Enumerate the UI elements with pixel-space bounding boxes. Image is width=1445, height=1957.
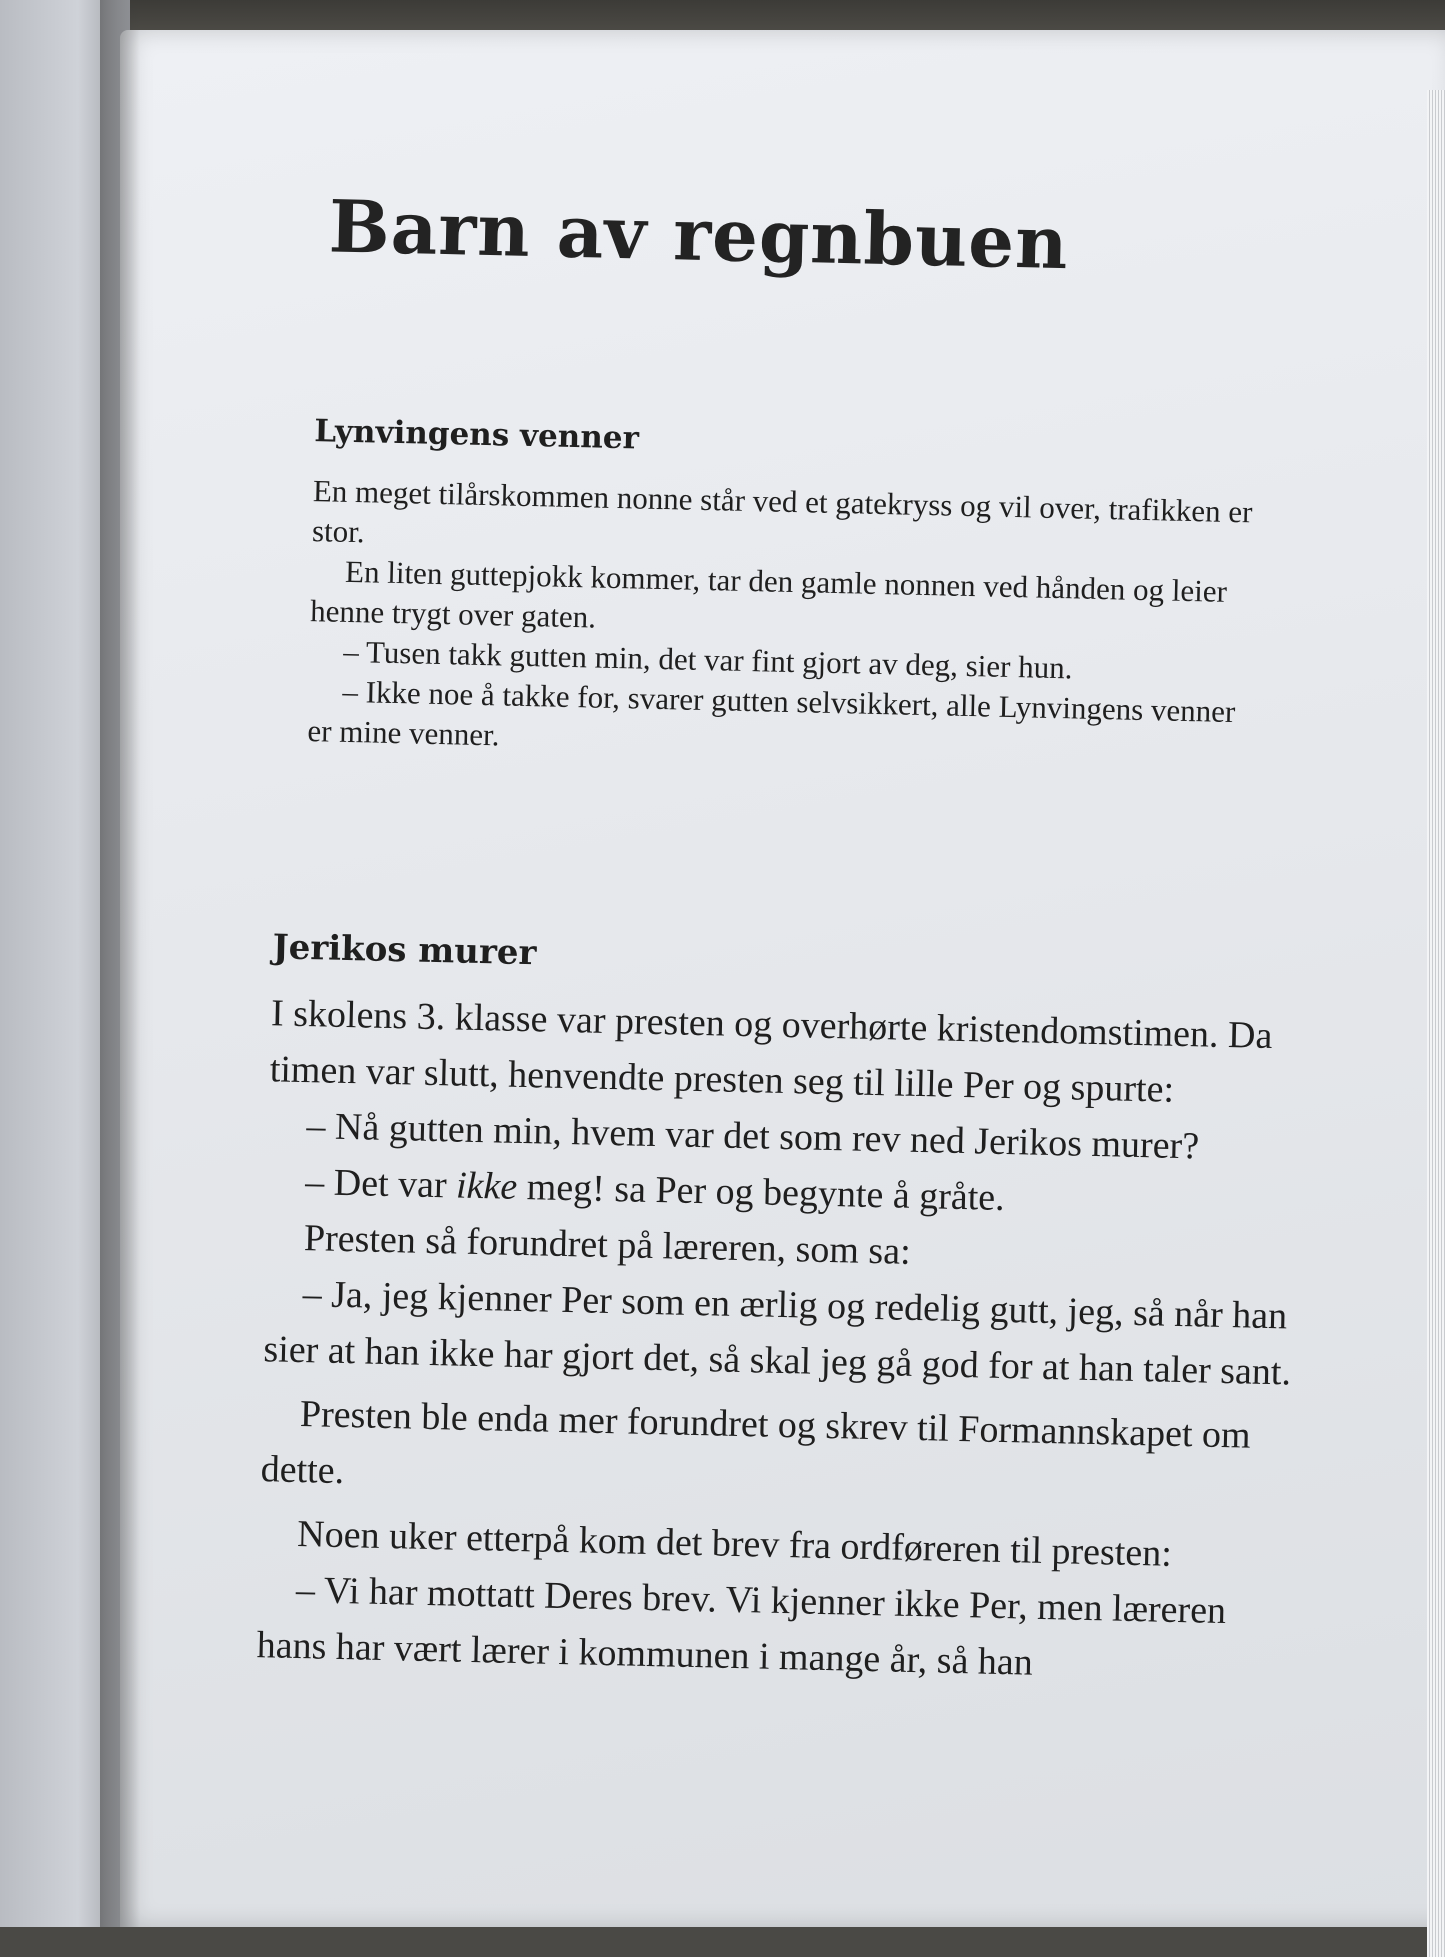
paragraph: En meget tilårskommen nonne står ved et gatekryss og vil over, trafikken er stor. [311,473,1253,550]
story-title: Lynvingens venner [313,413,640,457]
paragraph: I skolens 3. klasse var presten og overhørte kristendomstimen. Da timen var slutt, henvendte presten seg til lille Per og spurte: [269,992,1273,1111]
dialogue-line: – Nå gutten min, hvem var det som rev ned Jerikos murer? [306,1105,1200,1168]
chapter-title: Barn av regnbuen [328,183,1070,286]
paragraph: En liten guttepjokk kommer, tar den gamle nonnen ved hånden og leier henne trygt over gaten. [309,553,1228,635]
story-lynvingens-venner [307,413,1254,772]
story-title: Jerikos murer [272,927,537,974]
paragraph: Presten ble enda mer forundret og skrev til Formannskapet om dette. [260,1393,1252,1493]
dialogue-line: – Tusen takk gutten min, det var fint gjort av deg, sier hun. [342,633,1073,686]
dialogue-line: – Ikke noe å takke for, svarer gutten selvsikkert, alle Lynvingens venner er mine venner. [307,673,1236,753]
dialogue-line: – Vi har mottatt Deres brev. Vi kjenner ikke Per, men læreren hans har vært lærer i kommunen i mange år, så han [256,1569,1227,1684]
reply-emphasis: ikke [455,1164,518,1208]
story-jerikos-murer [256,927,1313,1696]
paragraph: Noen uker etterpå kom det brev fra ordføreren til presten: [296,1513,1173,1575]
dialogue-line: – Ja, jeg kjenner Per som en ærlig og redelig gutt, jeg, så når han sier at han ikke har gjort det, så skal jeg gå god for at han taler sant. [263,1273,1292,1394]
page-stack-edge [1427,90,1445,1957]
reply-after: meg! sa Per og begynte å gråte. [516,1165,1006,1219]
spine-shadow [100,0,140,1927]
paragraph: Presten så forundret på læreren, som sa: [303,1217,912,1273]
reply-before: – Det var [304,1161,457,1207]
